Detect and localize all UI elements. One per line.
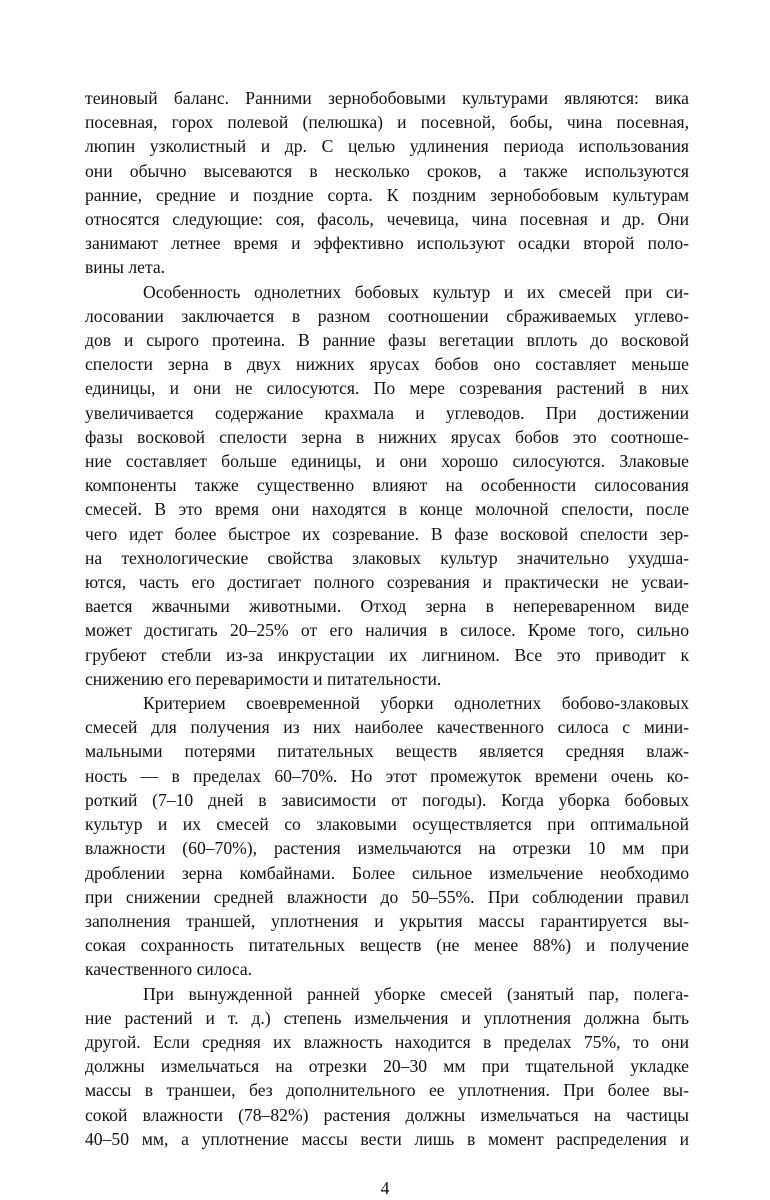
text-line: вается жвачными животными. Отход зерна в непереваренном виде	[85, 596, 689, 617]
text-line: ются, часть его достигает полного созревания и практически не усваи-	[85, 572, 689, 593]
text-line: сокая сохранность питательных веществ (не менее 88%) и получение	[85, 935, 689, 956]
text-line: ность — в пределах 60–70%. Но этот промежуток времени очень ко-	[85, 765, 689, 786]
text-line: снижению его переваримости и питательности.	[85, 668, 442, 689]
text-line: Особенность однолетних бобовых культур и их смесей при си-	[143, 281, 689, 302]
text-line: культур и их смесей со злаковыми осуществляется при оптимальной	[85, 814, 689, 835]
text-line: дов и сырого протеина. В ранние фазы вегетации вплоть до восковой	[85, 330, 689, 351]
text-line: компоненты также существенно влияют на особенности силосования	[85, 475, 689, 496]
text-line: при снижении средней влажности до 50–55%. При соблюдении правил	[85, 886, 689, 907]
text-line: качественного силоса.	[85, 959, 253, 980]
text-line: влажности (60–70%), растения измельчаются на отрезки 10 мм при	[85, 838, 689, 859]
paragraph	[85, 86, 689, 280]
text-line: может достигать 20–25% от его наличия в силосе. Кроме того, сильно	[85, 620, 689, 641]
text-line: чего идет более быстрое их созревание. В фазе восковой спелости зер-	[85, 523, 689, 544]
text-line: смесей для получения из них наиболее качественного силоса с мини-	[85, 717, 689, 738]
paragraph	[85, 691, 689, 981]
text-line: Критерием своевременной уборки однолетних бобово-злаковых	[143, 693, 689, 714]
text-line: мальными потерями питательных веществ является средняя влаж-	[85, 741, 689, 762]
text-line: 40–50 мм, а уплотнение массы вести лишь в момент распределения и	[85, 1128, 689, 1149]
text-line: посевная, горох полевой (пелюшка) и посевной, бобы, чина посевная,	[85, 112, 689, 133]
text-line: теиновый баланс. Ранними зернобобовыми культурами являются: вика	[85, 88, 689, 108]
text-line: занимают летнее время и эффективно используют осадки второй поло-	[85, 233, 689, 254]
text-line: другой. Если средняя их влажность находится в пределах 75%, то они	[85, 1031, 689, 1052]
text-line: смесей. В это время они находятся в конце молочной спелости, после	[85, 499, 689, 520]
paragraph	[85, 982, 689, 1151]
text-line: относятся следующие: соя, фасоль, чечевица, чина посевная и др. Они	[85, 209, 689, 230]
text-line: увеличивается содержание крахмала и углеводов. При достижении	[85, 402, 689, 423]
page-body	[85, 86, 689, 1151]
page-number: 4	[380, 1177, 390, 1198]
text-line: должны измельчаться на отрезки 20–30 мм при тщательной укладке	[85, 1056, 689, 1077]
text-line: фазы восковой спелости зерна в нижних ярусах бобов это соотноше-	[85, 426, 689, 447]
text-line: ние составляет больше единицы, и они хорошо силосуются. Злаковые	[85, 451, 689, 472]
text-line: роткий (7–10 дней в зависимости от погоды). Когда уборка бобовых	[85, 789, 689, 810]
text-line: заполнения траншей, уплотнения и укрытия массы гарантируется вы-	[85, 910, 689, 931]
text-line: При вынужденной ранней уборке смесей (занятый пар, полега-	[143, 983, 689, 1004]
text-line: люпин узколистный и др. С целью удлинения периода использования	[85, 136, 689, 157]
text-line: ние растений и т. д.) степень измельчения и уплотнения должна быть	[85, 1007, 689, 1028]
text-line: массы в траншеи, без дополнительного ее уплотнения. При более вы-	[85, 1080, 689, 1101]
text-line: дроблении зерна комбайнами. Более сильное измельчение необходимо	[85, 862, 689, 883]
paragraph	[85, 280, 689, 691]
text-line: грубеют стебли из-за инкрустации их лигнином. Все это приводит к	[85, 644, 689, 665]
text-line: ранние, средние и поздние сорта. К поздним зернобобовым культурам	[85, 184, 689, 205]
text-line: они обычно высеваются в несколько сроков, а также используются	[85, 160, 689, 181]
text-line: единицы, и они не силосуются. По мере созревания растений в них	[85, 378, 689, 399]
text-line: на технологические свойства злаковых культур значительно ухудша-	[85, 547, 689, 568]
text-line: спелости зерна в двух нижних ярусах бобов оно составляет меньше	[85, 354, 689, 375]
text-line: сокой влажности (78–82%) растения должны измельчаться на частицы	[85, 1104, 689, 1125]
text-line: вины лета.	[85, 257, 166, 278]
text-line: лосовании заключается в разном соотношении сбраживаемых углево-	[85, 305, 689, 326]
